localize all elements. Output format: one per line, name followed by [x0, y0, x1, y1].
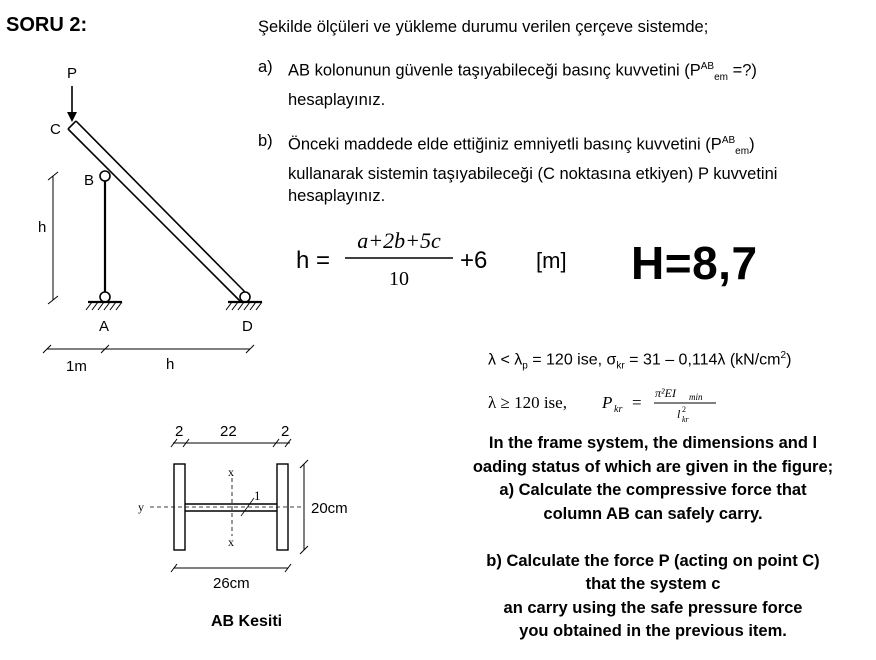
load-arrow-icon	[67, 112, 77, 122]
hinge-B	[100, 171, 110, 181]
frame-diagram	[0, 60, 280, 380]
label-C: C	[50, 121, 61, 138]
h-formula-unit: [m]	[536, 248, 567, 273]
cond1-a: λ < λ	[488, 351, 523, 369]
item-a-sup: AB	[700, 61, 715, 72]
section-label-web: 1	[254, 488, 261, 503]
member-cd-edge1	[76, 121, 247, 294]
label-D: D	[242, 318, 253, 335]
item-b-sub: em	[735, 145, 750, 157]
label-h-vertical: h	[38, 219, 47, 236]
cond2-eq: =	[632, 393, 642, 412]
section-label-x-bottom: x	[228, 535, 234, 549]
hinge-A	[100, 292, 110, 302]
h-formula-lhs: h =	[296, 247, 331, 274]
cond2-den-sup: 2	[682, 405, 686, 414]
english-translation	[440, 432, 866, 644]
english-line-6: b) Calculate the force P (acting on point C)	[486, 551, 820, 570]
english-line-9: you obtained in the previous item.	[519, 622, 787, 640]
item-b-sup: AB	[721, 135, 736, 146]
h-formula	[290, 222, 600, 294]
english-line-8: an carry using the safe pressure force	[503, 598, 803, 617]
label-B: B	[84, 172, 95, 189]
cond2-num: π²EI	[655, 386, 676, 400]
h-result: H=8,7	[631, 237, 758, 289]
item-a-tail: =?)	[728, 61, 757, 80]
english-line-3: a) Calculate the compressive force that	[499, 481, 807, 499]
member-cd-end	[68, 121, 76, 129]
support-D-hatch	[226, 302, 262, 310]
hinge-D	[240, 292, 250, 302]
item-b	[258, 130, 858, 205]
h-formula-numerator: a+2b+5c	[357, 228, 441, 253]
cond1-sub2: kr	[616, 360, 625, 372]
cond2-P: P	[602, 393, 613, 412]
item-a-text: AB kolonunun güvenle taşıyabileceği basınç kuvvetini (P	[288, 61, 701, 80]
item-b-tail: )	[749, 135, 755, 154]
section-label-x-top: x	[228, 465, 234, 479]
section-caption: AB Kesiti	[211, 613, 283, 630]
question-intro: Şekilde ölçüleri ve yükleme durumu verilen çerçeve sistemde;	[258, 18, 709, 36]
section-label-width: 26cm	[213, 575, 250, 592]
label-P: P	[67, 65, 78, 82]
english-line-7: that the system c	[585, 575, 721, 593]
member-cd-edge2	[68, 129, 240, 301]
cross-section	[130, 420, 390, 600]
cond1-sub: p	[522, 360, 528, 372]
h-formula-denominator: 10	[389, 268, 409, 290]
cond1-end: )	[786, 351, 792, 369]
cond1-b: = 120 ise, σ	[527, 351, 617, 369]
cond2-den: l	[677, 407, 681, 421]
section-label-height: 20cm	[311, 500, 348, 517]
item-b-line3: hesaplayınız.	[288, 186, 386, 205]
section-dim-2-right: 2	[281, 423, 290, 440]
english-line-2: oading status of which are given in the figure;	[472, 457, 834, 476]
item-a-line2: hesaplayınız.	[288, 90, 386, 109]
cond2-lhs: λ ≥ 120 ise,	[488, 393, 567, 412]
cond2-den-sub: kr	[682, 415, 689, 424]
item-a	[258, 56, 858, 109]
cond2-num-sub: min	[689, 392, 703, 402]
item-a-label: a)	[258, 58, 273, 76]
question-title: SORU 2:	[6, 14, 88, 36]
item-b-label: b)	[258, 132, 273, 150]
label-1m: 1m	[66, 358, 87, 375]
label-h-horizontal: h	[166, 356, 175, 373]
label-A: A	[99, 318, 110, 335]
english-line-4: column AB can safely carry.	[543, 504, 763, 523]
section-label-y: y	[138, 500, 144, 514]
section-dim-2-left: 2	[175, 423, 184, 440]
item-b-text: Önceki maddede elde ettiğiniz emniyetli basınç kuvvetini (P	[288, 135, 722, 154]
english-line-5	[440, 526, 866, 550]
section-dim-22: 22	[220, 423, 237, 440]
item-b-line2: kullanarak sistemin taşıyabileceği (C noktasına etkiyen) P kuvvetini	[288, 164, 778, 183]
item-a-sub: em	[714, 71, 728, 83]
condition-2	[484, 380, 744, 430]
cond2-P-sub: kr	[614, 404, 623, 415]
h-formula-plus: +6	[460, 247, 488, 274]
english-line-1: In the frame system, the dimensions and l	[488, 434, 818, 452]
support-A-hatch	[86, 302, 122, 310]
cond1-sup: 2	[780, 350, 787, 361]
cond1-c: = 31 – 0,114λ (kN/cm	[624, 351, 781, 369]
condition-1	[488, 350, 791, 372]
